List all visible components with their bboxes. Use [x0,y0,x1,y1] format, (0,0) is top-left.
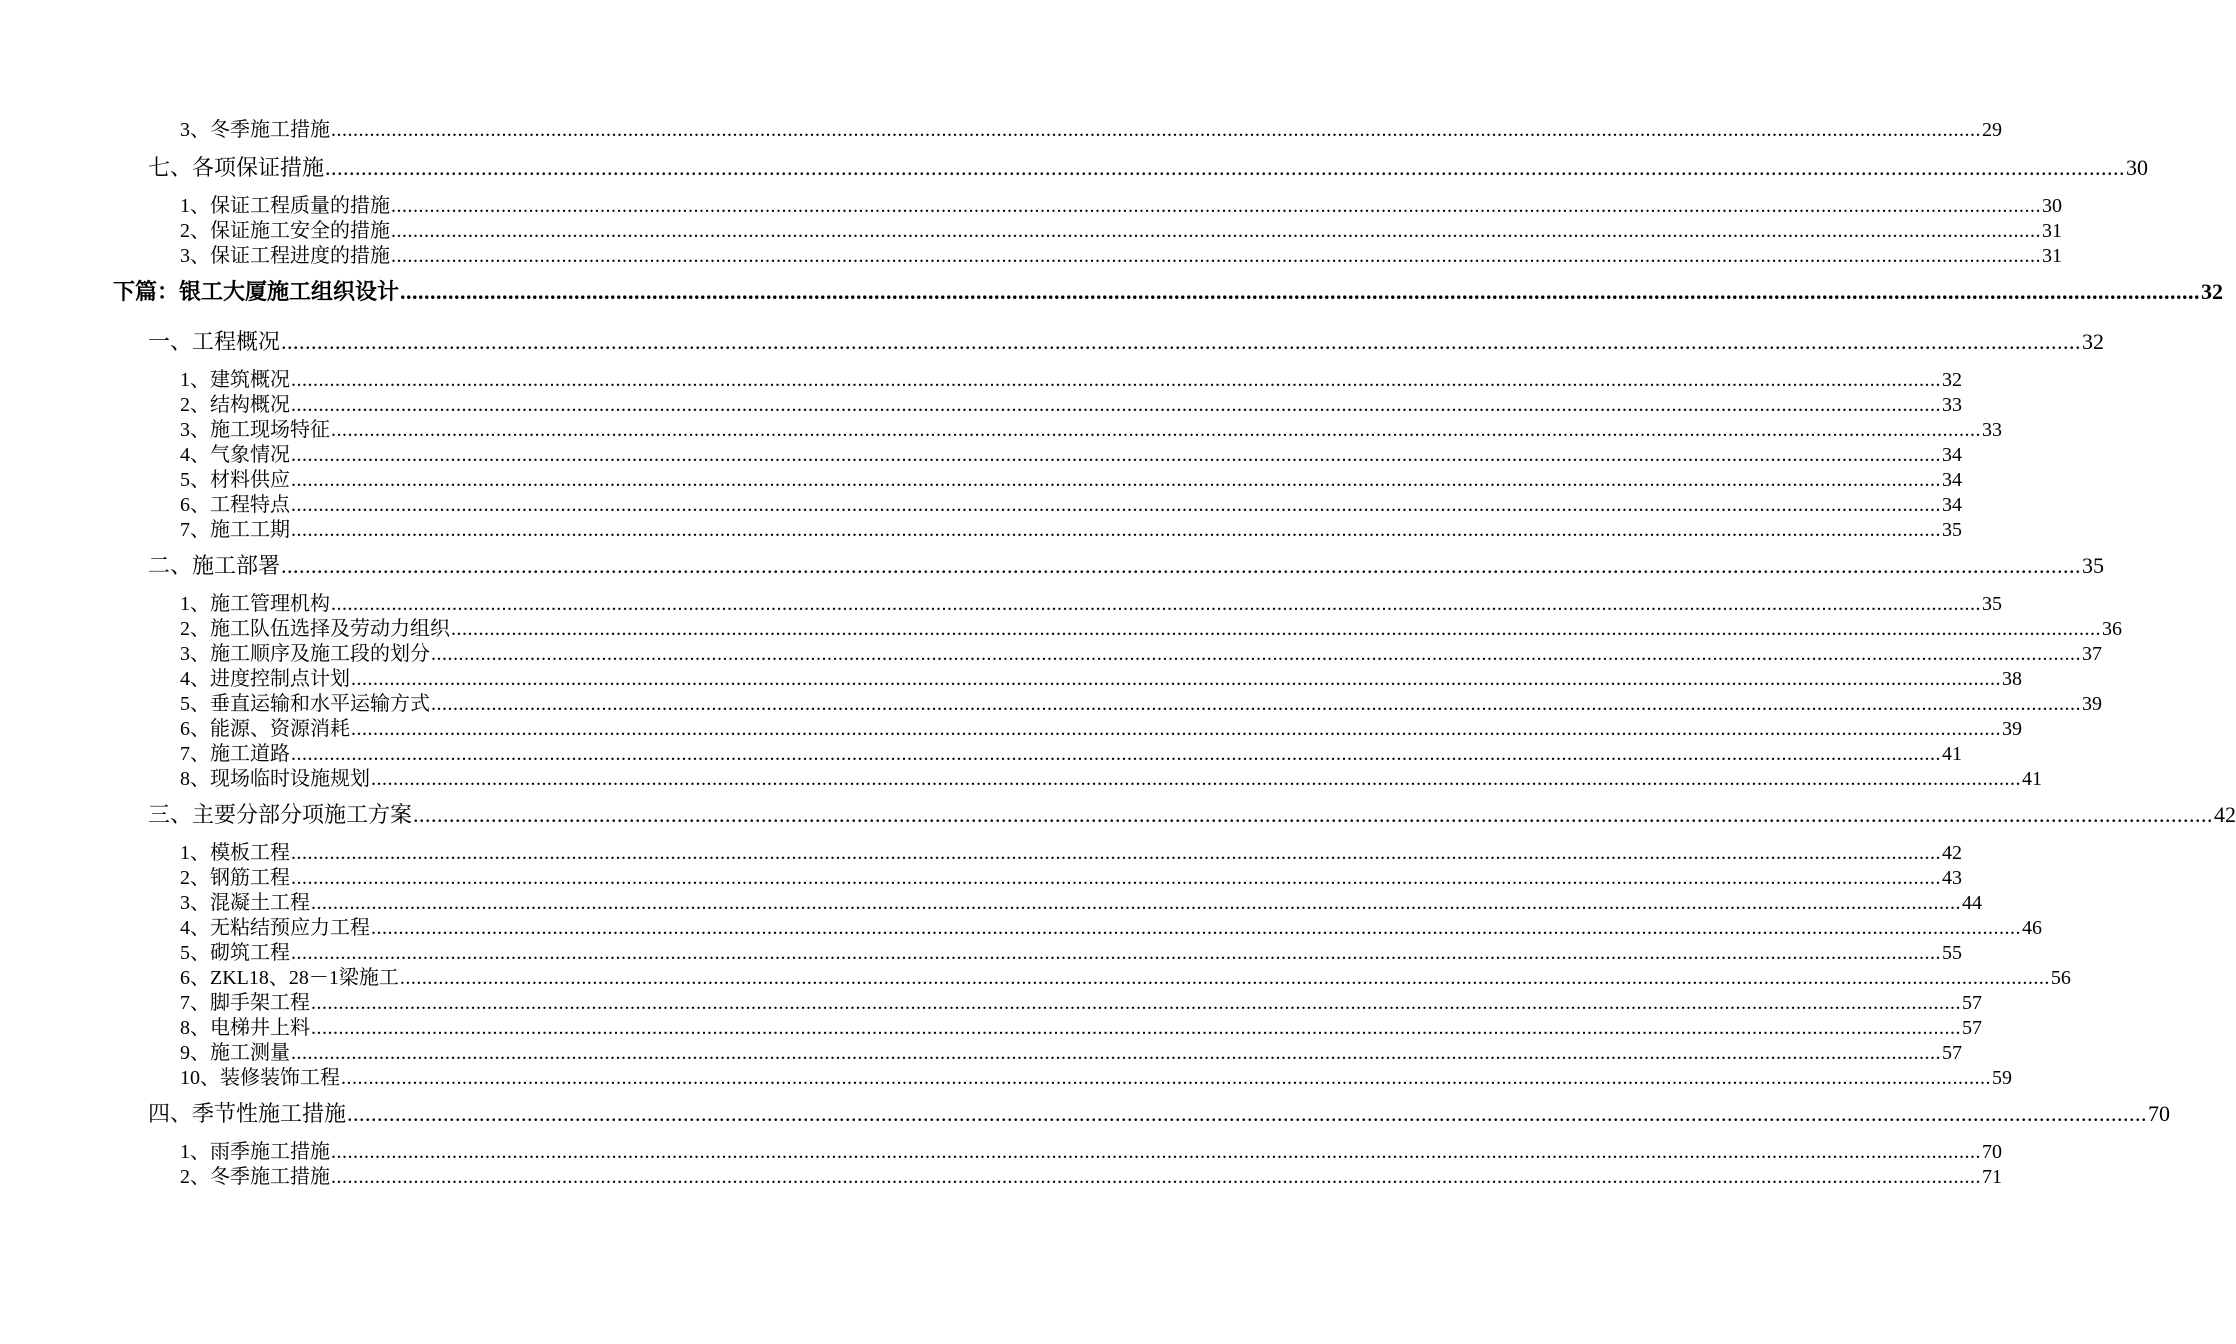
toc-entry[interactable] [180,1140,2002,1164]
toc-entry-page: 39 [2082,693,2102,715]
toc-entry[interactable] [180,468,1962,492]
dot-leader: ............................................................................................................................................................................................................................................................................................................ [391,220,2041,242]
toc-entry-title: 二、施工部署 [148,553,281,578]
dot-leader: ............................................................................................................................................................................................................................................................................................................ [291,842,1941,864]
toc-entry[interactable] [180,991,1982,1015]
toc-entry-page: 30 [2042,195,2062,217]
toc-entry[interactable] [180,118,2002,142]
toc-entry-page: 42 [2214,802,2236,827]
toc-entry-title: 7、施工道路 [180,743,290,765]
toc-entry[interactable] [148,802,2236,828]
toc-entry-page: 38 [2002,668,2022,690]
toc-entry[interactable] [180,393,1962,417]
dot-leader: ............................................................................................................................................................................................................................................................................................................ [431,693,2081,715]
toc-entry-title: 1、模板工程 [180,842,290,864]
dot-leader: ............................................................................................................................................................................................................................................................................................................ [281,329,2082,354]
toc-entry[interactable] [148,155,2149,181]
dot-leader: ............................................................................................................................................................................................................................................................................................................ [281,553,2082,578]
toc-entry-page: 59 [1992,1067,2012,1089]
toc-entry[interactable] [180,518,1962,542]
toc-entry-page: 31 [2042,245,2062,267]
toc-entry[interactable] [148,553,2105,579]
dot-leader: ............................................................................................................................................................................................................................................................................................................ [291,469,1941,491]
toc-entry[interactable] [180,642,2102,666]
toc-entry-title: 5、垂直运输和水平运输方式 [180,693,430,715]
toc-entry-title: 1、施工管理机构 [180,593,330,615]
toc-entry-page: 41 [1942,743,1962,765]
toc-entry[interactable] [180,219,2062,243]
toc-entry-page: 70 [2148,1101,2171,1126]
toc-entry-title: 3、施工现场特征 [180,419,330,441]
toc-entry-title: 10、装修装饰工程 [180,1067,340,1089]
toc-entry-title: 2、结构概况 [180,394,290,416]
dot-leader: ............................................................................................................................................................................................................................................................................................................ [391,245,2041,267]
toc-entry-page: 31 [2042,220,2062,242]
toc-entry[interactable] [180,592,2002,616]
toc-entry-title: 2、施工队伍选择及劳动力组织 [180,618,450,640]
toc-entry[interactable] [180,717,2022,741]
toc-entry[interactable] [148,329,2105,355]
dot-leader: ............................................................................................................................................................................................................................................................................................................ [291,519,1941,541]
dot-leader: ............................................................................................................................................................................................................................................................................................................ [311,992,1961,1014]
dot-leader: ............................................................................................................................................................................................................................................................................................................ [371,917,2021,939]
toc-entry[interactable] [180,368,1962,392]
toc-entry-title: 七、各项保证措施 [148,155,325,180]
toc-entry-page: 33 [1942,394,1962,416]
dot-leader: ............................................................................................................................................................................................................................................................................................................ [291,444,1941,466]
dot-leader: ............................................................................................................................................................................................................................................................................................................ [400,279,2201,304]
dot-leader: ............................................................................................................................................................................................................................................................................................................ [325,155,2126,180]
dot-leader: ............................................................................................................................................................................................................................................................................................................ [331,1141,1981,1163]
dot-leader: ............................................................................................................................................................................................................................................................................................................ [291,1042,1941,1064]
toc-entry[interactable] [180,692,2102,716]
toc-entry-page: 33 [1982,419,2002,441]
toc-entry[interactable] [180,244,2062,268]
dot-leader: ............................................................................................................................................................................................................................................................................................................ [351,718,2001,740]
toc-entry-page: 43 [1942,867,1962,889]
toc-entry[interactable] [180,194,2062,218]
toc-entry-title: 3、冬季施工措施 [180,119,330,141]
toc-entry-title: 一、工程概况 [148,329,281,354]
dot-leader: ............................................................................................................................................................................................................................................................................................................ [291,942,1941,964]
toc-entry-title: 7、脚手架工程 [180,992,310,1014]
toc-entry-page: 34 [1942,444,1962,466]
toc-entry-title: 5、砌筑工程 [180,942,290,964]
toc-entry-page: 57 [1962,992,1982,1014]
toc-entry-title: 7、施工工期 [180,519,290,541]
toc-entry[interactable] [180,841,1962,865]
toc-entry-page: 71 [1982,1166,2002,1188]
toc-entry-title: 9、施工测量 [180,1042,290,1064]
dot-leader: ............................................................................................................................................................................................................................................................................................................ [291,867,1941,889]
toc-entry-page: 70 [1982,1141,2002,1163]
toc-entry-title: 2、冬季施工措施 [180,1166,330,1188]
toc-entry-title: 1、建筑概况 [180,369,290,391]
toc-entry[interactable] [180,418,2002,442]
toc-entry-page: 30 [2126,155,2149,180]
dot-leader: ............................................................................................................................................................................................................................................................................................................ [371,768,2021,790]
toc-entry-title: 8、电梯井上料 [180,1017,310,1039]
dot-leader: ............................................................................................................................................................................................................................................................................................................ [311,892,1961,914]
toc-entry-title: 三、主要分部分项施工方案 [148,802,413,827]
toc-entry-title: 四、季节性施工措施 [148,1101,347,1126]
toc-entry-page: 56 [2050,967,2071,989]
toc-entry[interactable] [180,767,2042,791]
toc-entry-title: 6、ZKL18、28－1梁施工 [180,967,399,989]
toc-entry-page: 32 [1942,369,1962,391]
dot-leader: ............................................................................................................................................................................................................................................................................................................ [341,1067,1991,1089]
toc-entry-page: 37 [2082,643,2102,665]
dot-leader: ............................................................................................................................................................................................................................................................................................................ [291,494,1941,516]
toc-entry-title: 6、能源、资源消耗 [180,718,350,740]
toc-entry-title: 3、施工顺序及施工段的划分 [180,643,430,665]
toc-entry-title: 4、无粘结预应力工程 [180,917,370,939]
toc-entry[interactable] [180,493,1962,517]
dot-leader: ............................................................................................................................................................................................................................................................................................................ [291,743,1941,765]
dot-leader: ............................................................................................................................................................................................................................................................................................................ [331,419,1981,441]
toc-entry[interactable] [180,1041,1962,1065]
toc-entry[interactable] [180,1066,2012,1090]
dot-leader: ............................................................................................................................................................................................................................................................................................................ [347,1101,2148,1126]
toc-entry-page: 41 [2022,768,2042,790]
dot-leader: ............................................................................................................................................................................................................................................................................................................ [413,802,2214,827]
toc-entry-page: 36 [2102,618,2122,640]
dot-leader: ............................................................................................................................................................................................................................................................................................................ [331,1166,1981,1188]
toc-entry[interactable] [148,1101,2171,1127]
dot-leader: ............................................................................................................................................................................................................................................................................................................ [399,967,2050,989]
toc-entry-title: 1、保证工程质量的措施 [180,195,390,217]
toc-entry[interactable] [180,966,2071,990]
toc-entry-page: 46 [2022,917,2042,939]
toc-entry-page: 57 [1962,1017,1982,1039]
toc-entry-page: 32 [2082,329,2105,354]
toc-entry[interactable] [180,443,1962,467]
toc-entry-title: 8、现场临时设施规划 [180,768,370,790]
toc-entry-page: 34 [1942,494,1962,516]
dot-leader: ............................................................................................................................................................................................................................................................................................................ [451,618,2101,640]
toc-entry[interactable] [180,1016,1982,1040]
dot-leader: ............................................................................................................................................................................................................................................................................................................ [351,668,2001,690]
toc-entry[interactable] [113,279,2224,305]
dot-leader: ............................................................................................................................................................................................................................................................................................................ [291,394,1941,416]
toc-entry[interactable] [180,866,1962,890]
toc-entry[interactable] [180,1165,2002,1189]
toc-entry-title: 4、进度控制点计划 [180,668,350,690]
toc-entry[interactable] [180,617,2122,641]
toc-entry-title: 4、气象情况 [180,444,290,466]
toc-entry-page: 39 [2002,718,2022,740]
toc-entry-title: 3、保证工程进度的措施 [180,245,390,267]
dot-leader: ............................................................................................................................................................................................................................................................................................................ [311,1017,1961,1039]
toc-entry-title: 5、材料供应 [180,469,290,491]
toc-entry-page: 42 [1942,842,1962,864]
toc-entry[interactable] [180,916,2042,940]
toc-entry-title: 3、混凝土工程 [180,892,310,914]
toc-entry-page: 35 [1982,593,2002,615]
toc-entry-page: 35 [2082,553,2105,578]
toc-entry[interactable] [180,941,1962,965]
toc-entry-page: 55 [1942,942,1962,964]
dot-leader: ............................................................................................................................................................................................................................................................................................................ [291,369,1941,391]
toc-entry-page: 57 [1942,1042,1962,1064]
toc-entry-page: 35 [1942,519,1962,541]
dot-leader: ............................................................................................................................................................................................................................................................................................................ [391,195,2041,217]
toc-entry-title: 1、雨季施工措施 [180,1141,330,1163]
toc-entry[interactable] [180,667,2022,691]
dot-leader: ............................................................................................................................................................................................................................................................................................................ [331,119,1981,141]
dot-leader: ............................................................................................................................................................................................................................................................................................................ [331,593,1981,615]
toc-entry-page: 44 [1962,892,1982,914]
toc-entry-title: 下篇：银工大厦施工组织设计 [113,279,400,304]
toc-entry-title: 2、保证施工安全的措施 [180,220,390,242]
toc-entry-page: 34 [1942,469,1962,491]
toc-entry[interactable] [180,891,1982,915]
toc-entry-page: 29 [1982,119,2002,141]
toc-entry[interactable] [180,742,1962,766]
dot-leader: ............................................................................................................................................................................................................................................................................................................ [431,643,2081,665]
toc-entry-page: 32 [2201,279,2224,304]
toc-entry-title: 6、工程特点 [180,494,290,516]
toc-entry-title: 2、钢筋工程 [180,867,290,889]
